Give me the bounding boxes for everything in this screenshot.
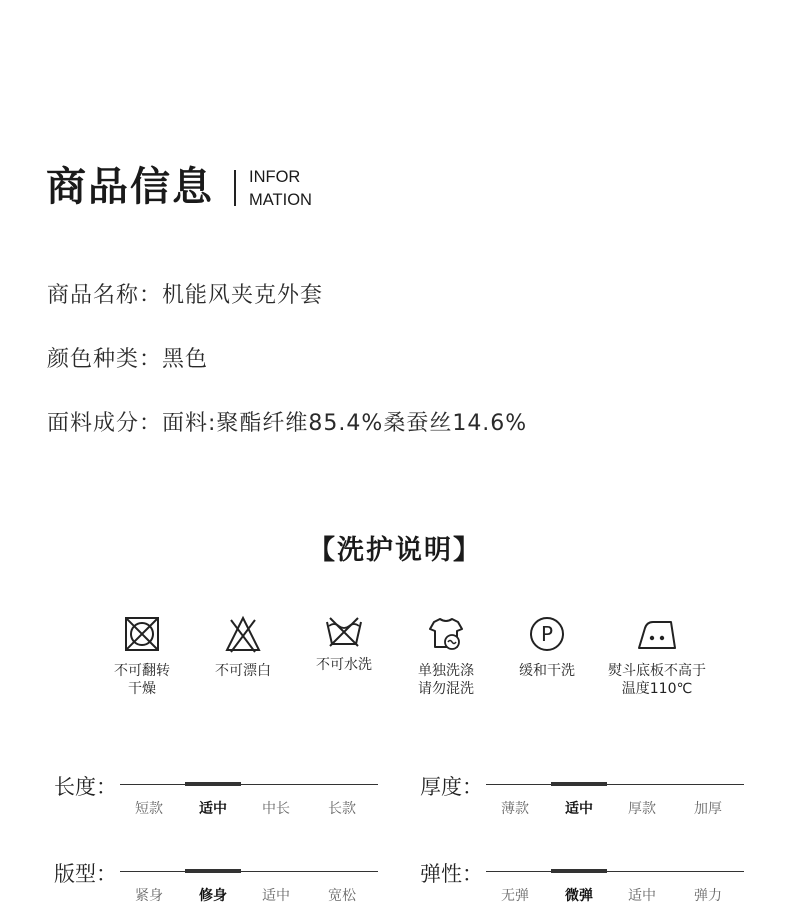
scale-option-selected: 修身 [199, 888, 227, 904]
no-tumble-dry-icon [122, 614, 162, 654]
scale-option: 中长 [262, 801, 290, 817]
info-value: 黑色 [162, 347, 209, 372]
iron-icon [635, 614, 679, 654]
scale-option: 适中 [628, 888, 656, 904]
scale-option: 加厚 [694, 801, 722, 817]
info-row-product-name [47, 278, 323, 309]
info-value: 面料:聚酯纤维85.4%桑蚕丝14.6% [162, 411, 528, 436]
no-wash-icon [324, 614, 364, 648]
info-row-color [47, 342, 208, 373]
care-label-line1: 熨斗底板不高于 [608, 663, 706, 679]
scale-length [54, 771, 374, 831]
scale-selected-mark [185, 869, 241, 873]
care-label-line1: 不可水洗 [316, 657, 372, 673]
section-title: 商品信息 [46, 164, 214, 210]
scale-label: 长度： [54, 775, 117, 799]
scale-label: 厚度： [420, 775, 483, 799]
scale-option: 宽松 [328, 888, 356, 904]
scale-line [486, 871, 744, 872]
care-title: 【洗护说明】 [308, 535, 482, 566]
scale-option-selected: 微弹 [565, 888, 593, 904]
no-bleach-icon [223, 614, 263, 654]
scale-option: 弹力 [694, 888, 722, 904]
scale-option: 长款 [328, 801, 356, 817]
scale-fit [54, 858, 374, 918]
care-item-iron [597, 614, 717, 698]
scale-line [120, 784, 378, 785]
info-label: 颜色种类： [47, 347, 163, 372]
care-label-line1: 缓和干洗 [519, 663, 575, 679]
info-label: 商品名称： [47, 283, 163, 308]
title-en-line2: MATION [249, 191, 312, 209]
care-label-line2: 干燥 [128, 681, 156, 697]
scale-option: 无弹 [501, 888, 529, 904]
scale-option: 厚款 [628, 801, 656, 817]
scale-label: 版型： [54, 862, 117, 886]
care-label-line2: 温度110℃ [621, 681, 693, 697]
scale-line [486, 784, 744, 785]
scale-option: 紧身 [135, 888, 163, 904]
scale-option-selected: 适中 [565, 801, 593, 817]
section-title-en [249, 166, 312, 212]
info-value: 机能风夹克外套 [162, 283, 324, 308]
scale-selected-mark [185, 782, 241, 786]
info-row-fabric [47, 406, 527, 437]
care-label-line1: 不可翻转 [114, 663, 170, 679]
care-label-line1: 单独洗涤 [418, 663, 474, 679]
care-item-dry-clean [487, 614, 607, 680]
title-en-line1: INFOR [249, 168, 301, 186]
scale-selected-mark [551, 869, 607, 873]
info-label: 面料成分： [47, 411, 163, 436]
scale-option: 短款 [135, 801, 163, 817]
scale-selected-mark [551, 782, 607, 786]
scale-option: 薄款 [501, 801, 529, 817]
title-divider [234, 170, 236, 206]
dry-clean-p-icon [527, 614, 567, 654]
scale-option-selected: 适中 [199, 801, 227, 817]
scale-elasticity [420, 858, 740, 918]
scale-label: 弹性： [420, 862, 483, 886]
svg-text:P: P [540, 622, 554, 646]
scale-option: 适中 [262, 888, 290, 904]
scale-thickness [420, 771, 740, 831]
scale-line [120, 871, 378, 872]
care-label-line2: 请勿混洗 [418, 681, 474, 697]
wash-separately-icon [426, 614, 466, 654]
care-label-line1: 不可漂白 [215, 663, 271, 679]
